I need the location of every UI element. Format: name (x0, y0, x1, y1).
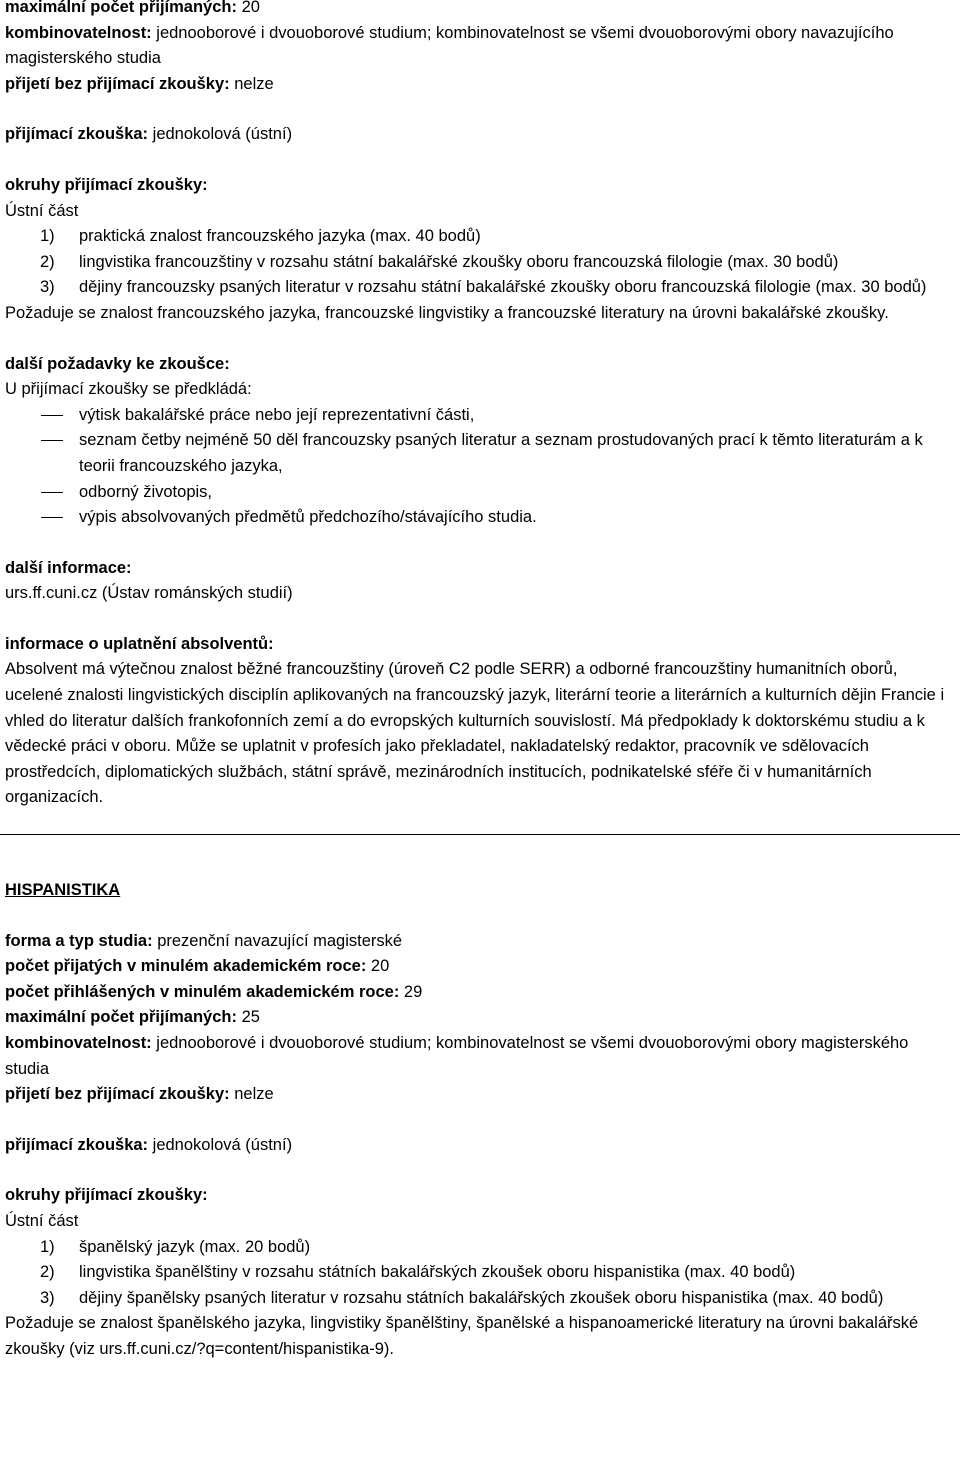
topics-list (5, 224, 955, 301)
item-text: lingvistika španělštiny v rozsahu státních bakalářských zkoušek oboru hispanistika (max. 40 bodů) (79, 1263, 796, 1282)
field-value: 29 (399, 982, 423, 1001)
section-hispanistika (5, 878, 955, 1363)
field-label: kombinovatelnost: (5, 23, 152, 42)
item-text: praktická znalost francouzského jazyka (max. 40 bodů) (79, 227, 481, 246)
item-text: odborný životopis, (79, 482, 212, 501)
field-label: přijímací zkouška: (5, 125, 149, 144)
item-number: 1) (40, 227, 55, 246)
list-item (5, 275, 955, 301)
item-number: 1) (40, 1237, 55, 1256)
list-item (5, 505, 955, 531)
max-count-line (5, 0, 955, 21)
list-item (5, 403, 955, 429)
list-item (5, 1260, 955, 1286)
section-heading: HISPANISTIKA (5, 881, 121, 900)
form-line (5, 929, 955, 955)
field-label: počet přijatých v minulém akademickém roce: (5, 957, 367, 976)
list-item (5, 1235, 955, 1261)
field-label: kombinovatelnost: (5, 1034, 152, 1052)
field-label: maximální počet přijímaných: (5, 1008, 237, 1027)
dash-bullet (41, 415, 63, 416)
more-info-value: urs.ff.cuni.cz (Ústav románských studií) (5, 584, 293, 603)
topics-requirement: Požaduje se znalost francouzského jazyka, francouzské lingvistiky a francouzské literatury na úrovni bakalářské zkoušky. (5, 303, 889, 322)
field-label: přijetí bez přijímací zkoušky: (5, 1085, 230, 1104)
graduates-label: informace o uplatnění absolventů: (5, 634, 274, 653)
admitted-last-year-line (5, 954, 955, 980)
exam-line (5, 122, 955, 148)
item-text: seznam četby nejméně 50 děl francouzsky psaných literatur a seznam prostudovaných prací k těmto literaturám a k teorii francouzského jazyka, (79, 431, 923, 475)
dash-bullet (41, 492, 63, 493)
other-requirements-label: další požadavky ke zkoušce: (5, 354, 230, 373)
field-label: počet přihlášených v minulém akademickém roce: (5, 982, 400, 1001)
field-value: 20 (236, 0, 260, 16)
no-exam-admission-line (5, 72, 955, 98)
dash-bullet (41, 517, 63, 518)
item-text: dějiny španělsky psaných literatur v rozsahu státních bakalářských zkoušek oboru hispanistika (max. 40 bodů) (79, 1288, 884, 1307)
list-item (5, 428, 955, 479)
item-number: 3) (40, 1288, 55, 1307)
item-number: 3) (40, 278, 55, 297)
topics-list (5, 1235, 955, 1312)
item-text: dějiny francouzsky psaných literatur v rozsahu státní bakalářské zkoušky oboru francouzská filologie (max. 30 bodů) (79, 278, 927, 297)
topics-label: okruhy přijímací zkoušky: (5, 1186, 208, 1205)
field-value: jednooborové i dvouoborové studium; kombinovatelnost se všemi dvouoborovými obory magisterského studia (5, 1034, 909, 1078)
field-label: přijetí bez přijímací zkoušky: (5, 74, 230, 93)
graduates-text: Absolvent má výtečnou znalost běžné francouzštiny (úroveň C2 podle SERR) a odborné francouzštiny humanitních oborů, ucelené znalosti lingvistických disciplín aplikovaných na francouzský jazyk, literární teorie a literárních a kulturních dějin Francie i vhled do literatur dalších frankofonních zemí a do evropských kulturních souvislostí. Má předpoklady k doktorskému studiu a k vědecké práci v oboru. Může se uplatnit v profesích jako překladatel, nakladatelský redaktor, pracovník ve sdělovacích prostředcích, diplomatických službách, státní správě, mezinárodních institucích, podnikatelské sféře či v humanitárních organizacích. (5, 660, 945, 807)
applicants-last-year-line (5, 980, 955, 1006)
field-label: forma a typ studia: (5, 931, 153, 950)
item-text: lingvistika francouzštiny v rozsahu státní bakalářské zkoušky oboru francouzská filologie (max. 30 bodů) (79, 252, 839, 271)
list-item (5, 250, 955, 276)
topics-part: Ústní část (5, 201, 79, 220)
item-text: výtisk bakalářské práce nebo její reprezentativní části, (79, 405, 475, 424)
field-label: přijímací zkouška: (5, 1135, 149, 1154)
item-number: 2) (40, 252, 55, 271)
field-value: 25 (236, 1008, 260, 1027)
document-page (5, 0, 955, 1363)
no-exam-admission-line (5, 1082, 955, 1108)
topics-requirement: Požaduje se znalost španělského jazyka, lingvistiky španělštiny, španělské a hispanoamerické literatury na úrovni bakalářské zkoušky (viz urs.ff.cuni.cz/?q=content/hispanistika-9). (5, 1314, 919, 1358)
item-number: 2) (40, 1263, 55, 1282)
list-item (5, 1286, 955, 1312)
item-text: španělský jazyk (max. 20 bodů) (79, 1237, 311, 1256)
field-value: jednooborové i dvouoborové studium; kombinovatelnost se všemi dvouoborovými obory navazujícího magisterského studia (5, 23, 894, 68)
section-divider (0, 834, 960, 835)
field-value: jednokolová (ústní) (148, 1135, 293, 1154)
exam-line (5, 1133, 955, 1159)
combinability-line (5, 21, 955, 72)
item-text: výpis absolvovaných předmětů předchozího/stávajícího studia. (79, 508, 537, 527)
topics-part: Ústní část (5, 1211, 79, 1230)
more-info-label: další informace: (5, 558, 132, 577)
list-item (5, 480, 955, 506)
field-value: prezenční navazující magisterské (152, 931, 403, 950)
field-value: jednokolová (ústní) (148, 125, 293, 144)
other-requirements-intro: U přijímací zkoušky se předkládá: (5, 380, 252, 399)
combinability-line (5, 1031, 955, 1082)
field-label: maximální počet přijímaných: (5, 0, 237, 16)
section-french (5, 0, 955, 811)
field-value: nelze (229, 1085, 274, 1104)
dash-bullet (41, 440, 63, 441)
field-value: 20 (366, 957, 390, 976)
list-item (5, 224, 955, 250)
max-count-line (5, 1005, 955, 1031)
field-value: nelze (229, 74, 274, 93)
other-requirements-list (5, 403, 955, 531)
topics-label: okruhy přijímací zkoušky: (5, 175, 208, 194)
